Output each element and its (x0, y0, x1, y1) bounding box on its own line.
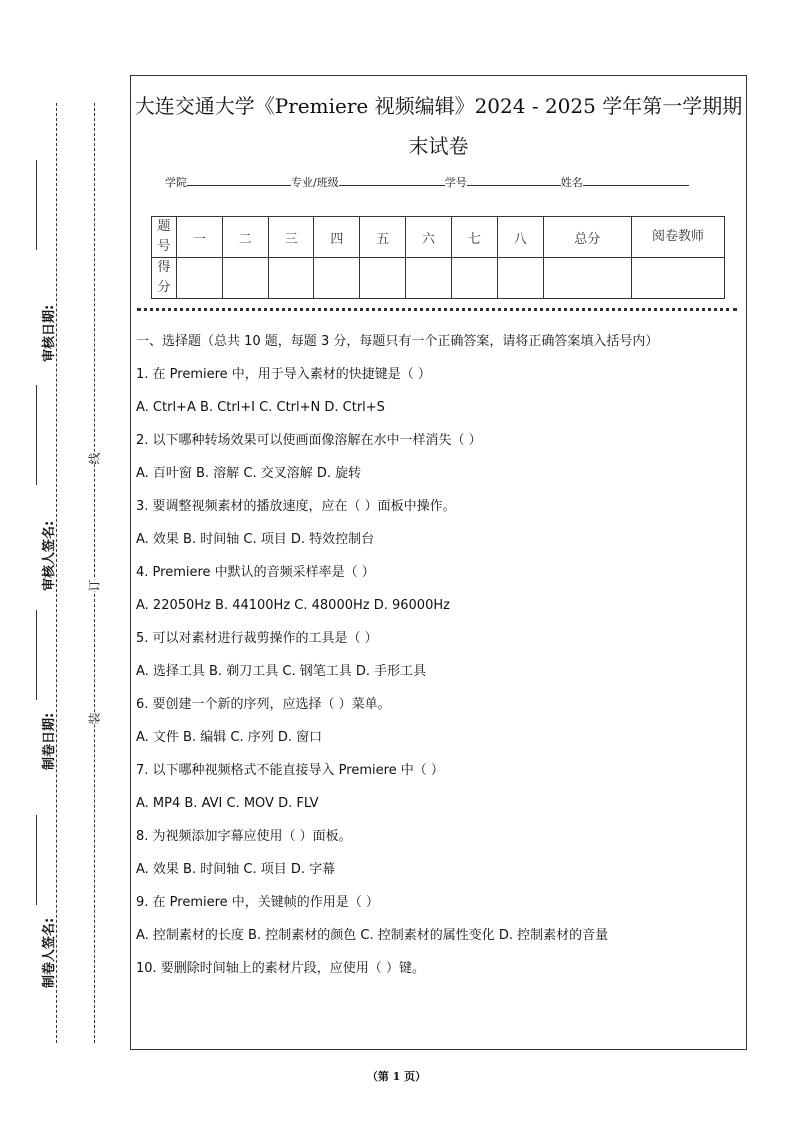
options-4: A. 22050Hz B. 44100Hz C. 48000Hz D. 96000Hz (136, 598, 450, 613)
score-table (151, 216, 725, 299)
score-table-header-row (152, 217, 725, 258)
score-col-total: 总分 (543, 217, 631, 258)
score-col-grader: 阅卷教师 (632, 217, 725, 258)
major-input[interactable] (339, 175, 445, 186)
score-col-5: 五 (360, 217, 406, 258)
score-col-1: 一 (177, 217, 223, 258)
maker-sign-label: 制卷人签名: (42, 917, 57, 988)
score-cell[interactable] (406, 258, 452, 299)
options-5: A. 选择工具 B. 剃刀工具 C. 钢笔工具 D. 手形工具 (136, 664, 427, 679)
binding-mark-zhuang: 装 (84, 712, 105, 724)
score-col-4: 四 (314, 217, 360, 258)
score-cell[interactable] (632, 258, 725, 299)
score-cell[interactable] (497, 258, 543, 299)
score-cell[interactable] (543, 258, 631, 299)
exam-title-line2: 末试卷 (408, 134, 469, 158)
college-input[interactable] (187, 175, 291, 186)
score-col-6: 六 (406, 217, 452, 258)
options-7: A. MP4 B. AVI C. MOV D. FLV (136, 796, 319, 811)
question-9: 9. 在 Premiere 中，关键帧的作用是（ ） (136, 895, 379, 910)
exam-title-line1: 大连交通大学《Premiere 视频编辑》2024 - 2025 学年第一学期期 (134, 94, 743, 118)
college-label: 学院 (165, 176, 187, 189)
student-info-row (165, 174, 689, 190)
options-9: A. 控制素材的长度 B. 控制素材的颜色 C. 控制素材的属性变化 D. 控制素材的音量 (136, 928, 609, 943)
score-cell[interactable] (314, 258, 360, 299)
major-label: 专业/班级 (291, 176, 339, 189)
student-id-label: 学号 (444, 176, 467, 189)
question-7: 7. 以下哪种视频格式不能直接导入 Premiere 中（ ） (136, 763, 444, 778)
options-2: A. 百叶窗 B. 溶解 C. 交叉溶解 D. 旋转 (136, 466, 362, 481)
reviewer-sign-label: 审核人签名: (42, 520, 57, 591)
score-col-8: 八 (497, 217, 543, 258)
question-2: 2. 以下哪种转场效果可以使画面像溶解在水中一样消失（ ） (136, 433, 482, 448)
question-6: 6. 要创建一个新的序列，应选择（ ）菜单。 (136, 697, 391, 712)
question-10: 10. 要删除时间轴上的素材片段，应使用（ ）键。 (136, 961, 425, 976)
options-8: A. 效果 B. 时间轴 C. 项目 D. 字幕 (136, 862, 336, 877)
name-label: 姓名 (560, 176, 583, 189)
section-heading: 一、选择题（总共 10 题，每题 3 分，每题只有一个正确答案，请将正确答案填入括号内） (136, 334, 659, 349)
binding-dashed-line-inner (94, 103, 95, 1043)
options-3: A. 效果 B. 时间轴 C. 项目 D. 特效控制台 (136, 532, 375, 547)
options-6: A. 文件 B. 编辑 C. 序列 D. 窗口 (136, 730, 323, 745)
score-cell[interactable] (222, 258, 268, 299)
options-1: A. Ctrl+A B. Ctrl+I C. Ctrl+N D. Ctrl+S (136, 400, 385, 415)
review-date-label: 审核日期: (42, 304, 57, 362)
score-col-3: 三 (268, 217, 314, 258)
score-row2-label: 得分 (152, 258, 177, 299)
score-cell[interactable] (268, 258, 314, 299)
score-cell[interactable] (451, 258, 497, 299)
question-1: 1. 在 Premiere 中，用于导入素材的快捷键是（ ） (136, 367, 431, 382)
score-row1-label: 题号 (152, 217, 177, 258)
question-5: 5. 可以对素材进行裁剪操作的工具是（ ） (136, 631, 378, 646)
dotted-separator (137, 308, 737, 311)
page-number: （第 1 页） (366, 1070, 427, 1083)
make-date-label: 制卷日期: (42, 712, 57, 770)
binding-mark-line: 线 (84, 452, 105, 464)
student-id-input[interactable] (467, 175, 561, 186)
score-cell[interactable] (360, 258, 406, 299)
question-3: 3. 要调整视频素材的播放速度，应在（ ）面板中操作。 (136, 499, 456, 514)
question-8: 8. 为视频添加字幕应使用（ ）面板。 (136, 829, 352, 844)
score-table-score-row (152, 258, 725, 299)
score-cell[interactable] (177, 258, 223, 299)
score-col-2: 二 (222, 217, 268, 258)
score-col-7: 七 (451, 217, 497, 258)
binding-mark-ding: 订 (84, 579, 105, 591)
exam-frame (130, 75, 747, 1050)
name-input[interactable] (583, 175, 689, 186)
question-4: 4. Premiere 中默认的音频采样率是（ ） (136, 565, 375, 580)
question-list (136, 331, 741, 991)
